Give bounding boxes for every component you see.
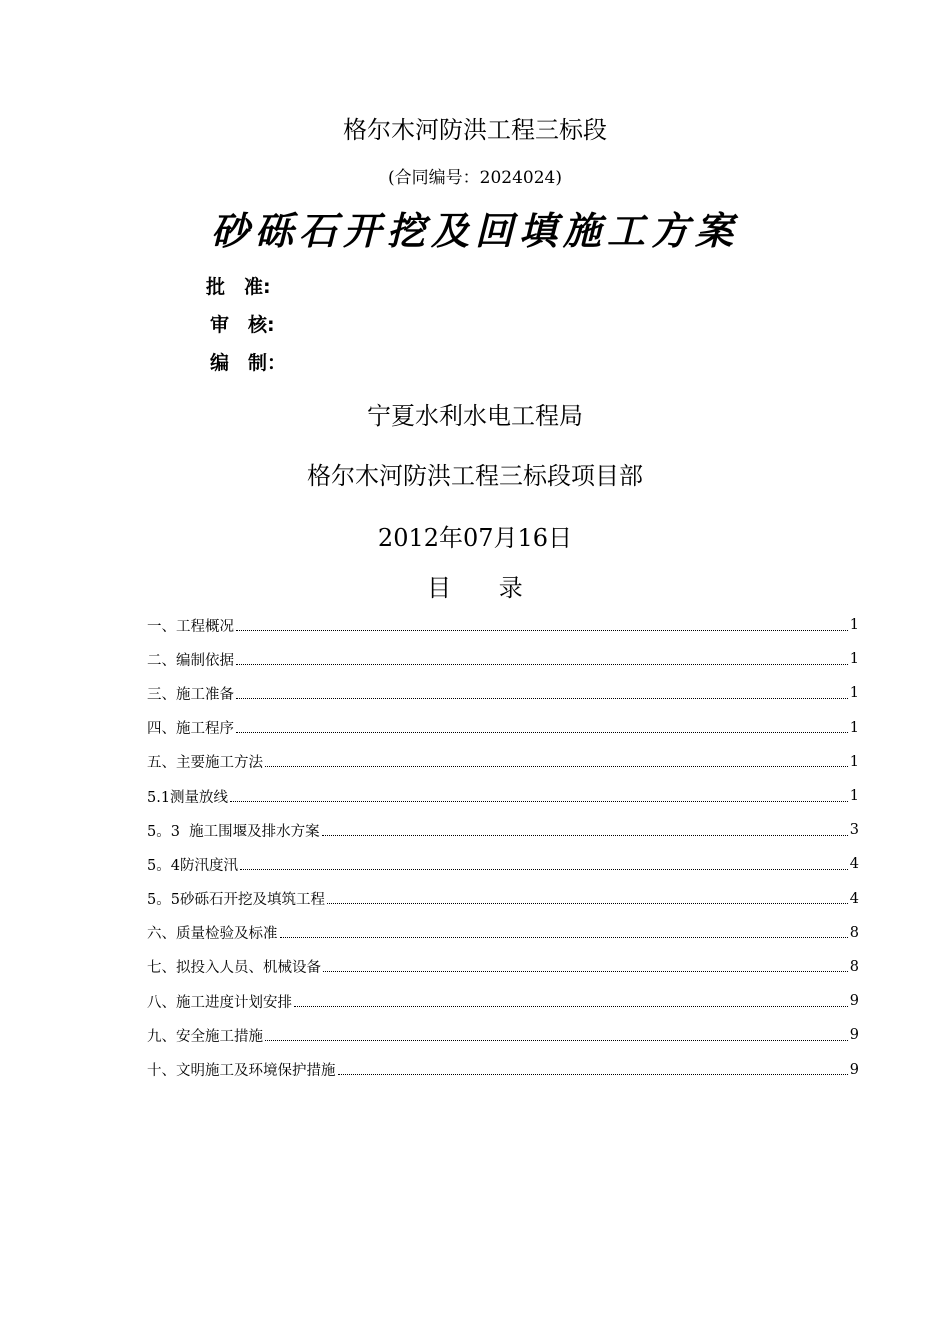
toc-entry-page: 1 <box>849 617 859 634</box>
toc-entry[interactable] <box>147 984 859 1018</box>
toc-entry-page: 1 <box>849 788 859 805</box>
review-line <box>210 310 275 337</box>
toc-entry-page: 4 <box>849 856 859 873</box>
toc-entry[interactable] <box>147 676 859 710</box>
toc-entry-title: 七、拟投入人员、机械设备 <box>147 960 321 977</box>
project-department: 格尔木河防洪工程三标段项目部 <box>307 462 643 490</box>
toc-entry-title: 四、施工程序 <box>147 721 234 738</box>
toc-entry-title: 五、主要施工方法 <box>147 755 263 772</box>
toc-entry[interactable] <box>147 779 859 813</box>
toc-entry[interactable] <box>147 1018 859 1052</box>
toc-entry[interactable] <box>147 916 859 950</box>
toc-entry-page: 1 <box>849 685 859 702</box>
organization-name: 宁夏水利水电工程局 <box>367 402 583 430</box>
toc-entry[interactable] <box>147 608 859 642</box>
toc-entry-title: 六、质量检验及标准 <box>147 926 278 943</box>
toc-entry-page: 1 <box>849 753 859 770</box>
toc-leader-dots <box>323 971 848 972</box>
toc-entry[interactable] <box>147 745 859 779</box>
toc-leader-dots <box>240 869 848 870</box>
toc-entry[interactable] <box>147 1052 859 1086</box>
review-label: 审 核: <box>210 314 275 336</box>
toc-leader-dots <box>280 937 848 938</box>
prepare-line <box>210 348 286 375</box>
toc-entry[interactable] <box>147 950 859 984</box>
toc-entry[interactable] <box>147 711 859 745</box>
toc-entry-title: 5.1测量放线 <box>147 789 229 806</box>
toc-entry-title: 5。4防汛度汛 <box>147 857 238 874</box>
document-title: 砂砾石开挖及回填施工方案 <box>210 208 739 253</box>
toc-entry-page: 9 <box>849 1061 859 1078</box>
toc-leader-dots <box>327 903 848 904</box>
toc-entry-page: 1 <box>849 719 859 736</box>
toc-entry-page: 8 <box>849 924 859 941</box>
toc-leader-dots <box>338 1074 848 1075</box>
toc-entry-title: 二、编制依据 <box>147 652 234 669</box>
toc-entry-title: 一、工程概况 <box>147 618 234 635</box>
toc-entry-page: 1 <box>849 651 859 668</box>
toc-leader-dots <box>236 630 848 631</box>
toc-leader-dots <box>230 801 848 802</box>
toc-entry-page: 8 <box>849 958 859 975</box>
toc-leader-dots <box>265 766 848 767</box>
toc-leader-dots <box>294 1006 848 1007</box>
toc-entry[interactable] <box>147 847 859 881</box>
project-title: 格尔木河防洪工程三标段 <box>343 116 607 144</box>
toc-entry-title: 三、施工准备 <box>147 686 234 703</box>
toc-entry-page: 9 <box>849 993 859 1010</box>
toc-leader-dots <box>236 732 848 733</box>
toc-leader-dots <box>322 835 848 836</box>
toc-leader-dots <box>236 698 848 699</box>
toc-entry-title: 5。5砂砾石开挖及填筑工程 <box>147 892 325 909</box>
toc-entry-title: 八、施工进度计划安排 <box>147 994 292 1011</box>
toc-entry-page: 3 <box>849 822 859 839</box>
approve-line <box>206 272 271 299</box>
toc-entry[interactable] <box>147 642 859 676</box>
toc-entry-page: 4 <box>849 890 859 907</box>
toc-entry[interactable] <box>147 813 859 847</box>
toc-entry-title: 十、文明施工及环境保护措施 <box>147 1063 336 1080</box>
contract-number: (合同编号：2024024) <box>388 168 562 188</box>
toc-entry-title: 九、安全施工措施 <box>147 1028 263 1045</box>
prepare-label: 编 制： <box>210 352 287 374</box>
toc-entry[interactable] <box>147 882 859 916</box>
approve-label: 批 准: <box>206 276 271 298</box>
toc-entry-title: 5。3 施工围堰及排水方案 <box>147 823 320 840</box>
document-date: 2012年07月16日 <box>377 524 573 552</box>
toc-leader-dots <box>236 664 848 665</box>
toc-heading: 目 录 <box>427 574 543 602</box>
toc-entry-page: 9 <box>849 1027 859 1044</box>
table-of-contents <box>147 608 859 1087</box>
toc-leader-dots <box>265 1040 848 1041</box>
